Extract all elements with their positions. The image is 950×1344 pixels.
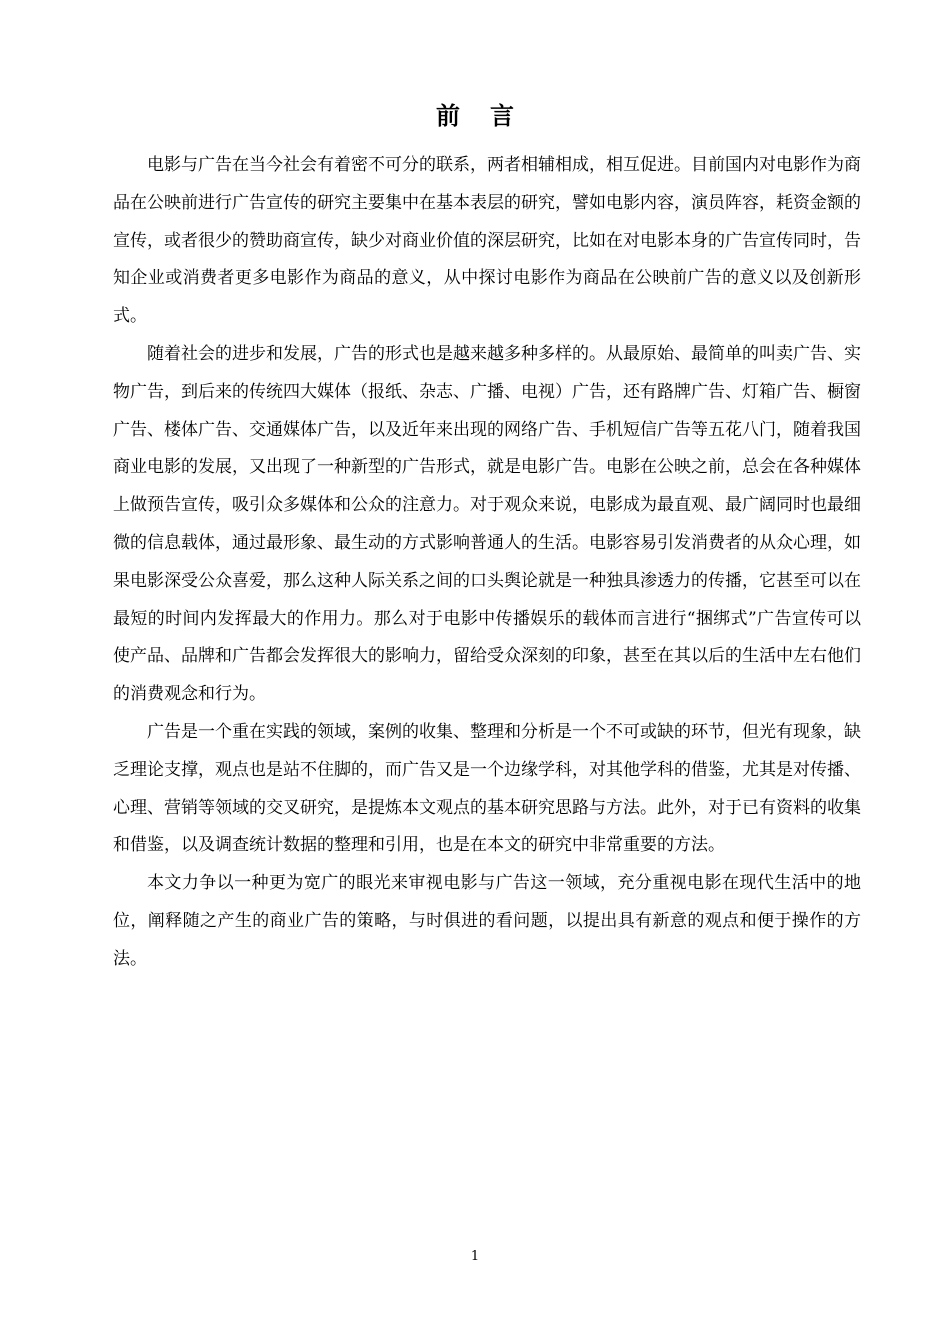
page-number: 1 [470, 1249, 480, 1264]
paragraph-3: 广告是一个重在实践的领域，案例的收集、整理和分析是一个不可或缺的环节，但光有现象，缺乏理论支撑，观点也是站不住脚的，而广告又是一个边缘学科，对其他学科的借鉴，尤其是对传播、心理、营销等领域的交叉研究，是提炼本文观点的基本研究思路与方法。此外，对于已有资料的收集和借鉴，以及调查统计数据的整理和引用，也是在本文的研究中非常重要的方法。 [113, 721, 861, 856]
paragraph-2: 随着社会的进步和发展，广告的形式也是越来越多种多样的。从最原始、最简单的叫卖广告、实物广告，到后来的传统四大媒体（报纸、杂志、广播、电视）广告，还有路牌广告、灯箱广告、橱窗广告、楼体广告、交通媒体广告，以及近年来出现的网络广告、手机短信广告等五花八门，随着我国商业电影的发展，又出现了一种新型的广告形式，就是电影广告。电影在公映之前，总会在各种媒体上做预告宣传，吸引众多媒体和公众的注意力。对于观众来说，电影成为最直观、最广阔同时也最细微的信息载体，通过最形象、最生动的方式影响普通人的生活。电影容易引发消费者的从众心理，如果电影深受公众喜爱，那么这种人际关系之间的口头舆论就是一种独具渗透力的传播，它甚至可以在最短的时间内发挥最大的作用力。那么对于电影中传播娱乐的载体而言进行“捆绑式”广告宣传可以使产品、品牌和广告都会发挥很大的影响力，留给受众深刻的印象，甚至在其以后的生活中左右他们的消费观念和行为。 [113, 343, 861, 705]
paragraph-1: 电影与广告在当今社会有着密不可分的联系，两者相辅相成，相互促进。目前国内对电影作为商品在公映前进行广告宣传的研究主要集中在基本表层的研究，譬如电影内容，演员阵容，耗资金额的宣传，或者很少的赞助商宣传，缺少对商业价值的深层研究，比如在对电影本身的广告宣传同时，告知企业或消费者更多电影作为商品的意义，从中探讨电影作为商品在公映前广告的意义以及创新形式。 [113, 155, 861, 327]
page-title: 前言 [436, 101, 544, 130]
paragraph-4: 本文力争以一种更为宽广的眼光来审视电影与广告这一领域，充分重视电影在现代生活中的地位，阐释随之产生的商业广告的策略，与时俱进的看问题，以提出具有新意的观点和便于操作的方法。 [113, 873, 861, 969]
body-text [113, 147, 861, 979]
